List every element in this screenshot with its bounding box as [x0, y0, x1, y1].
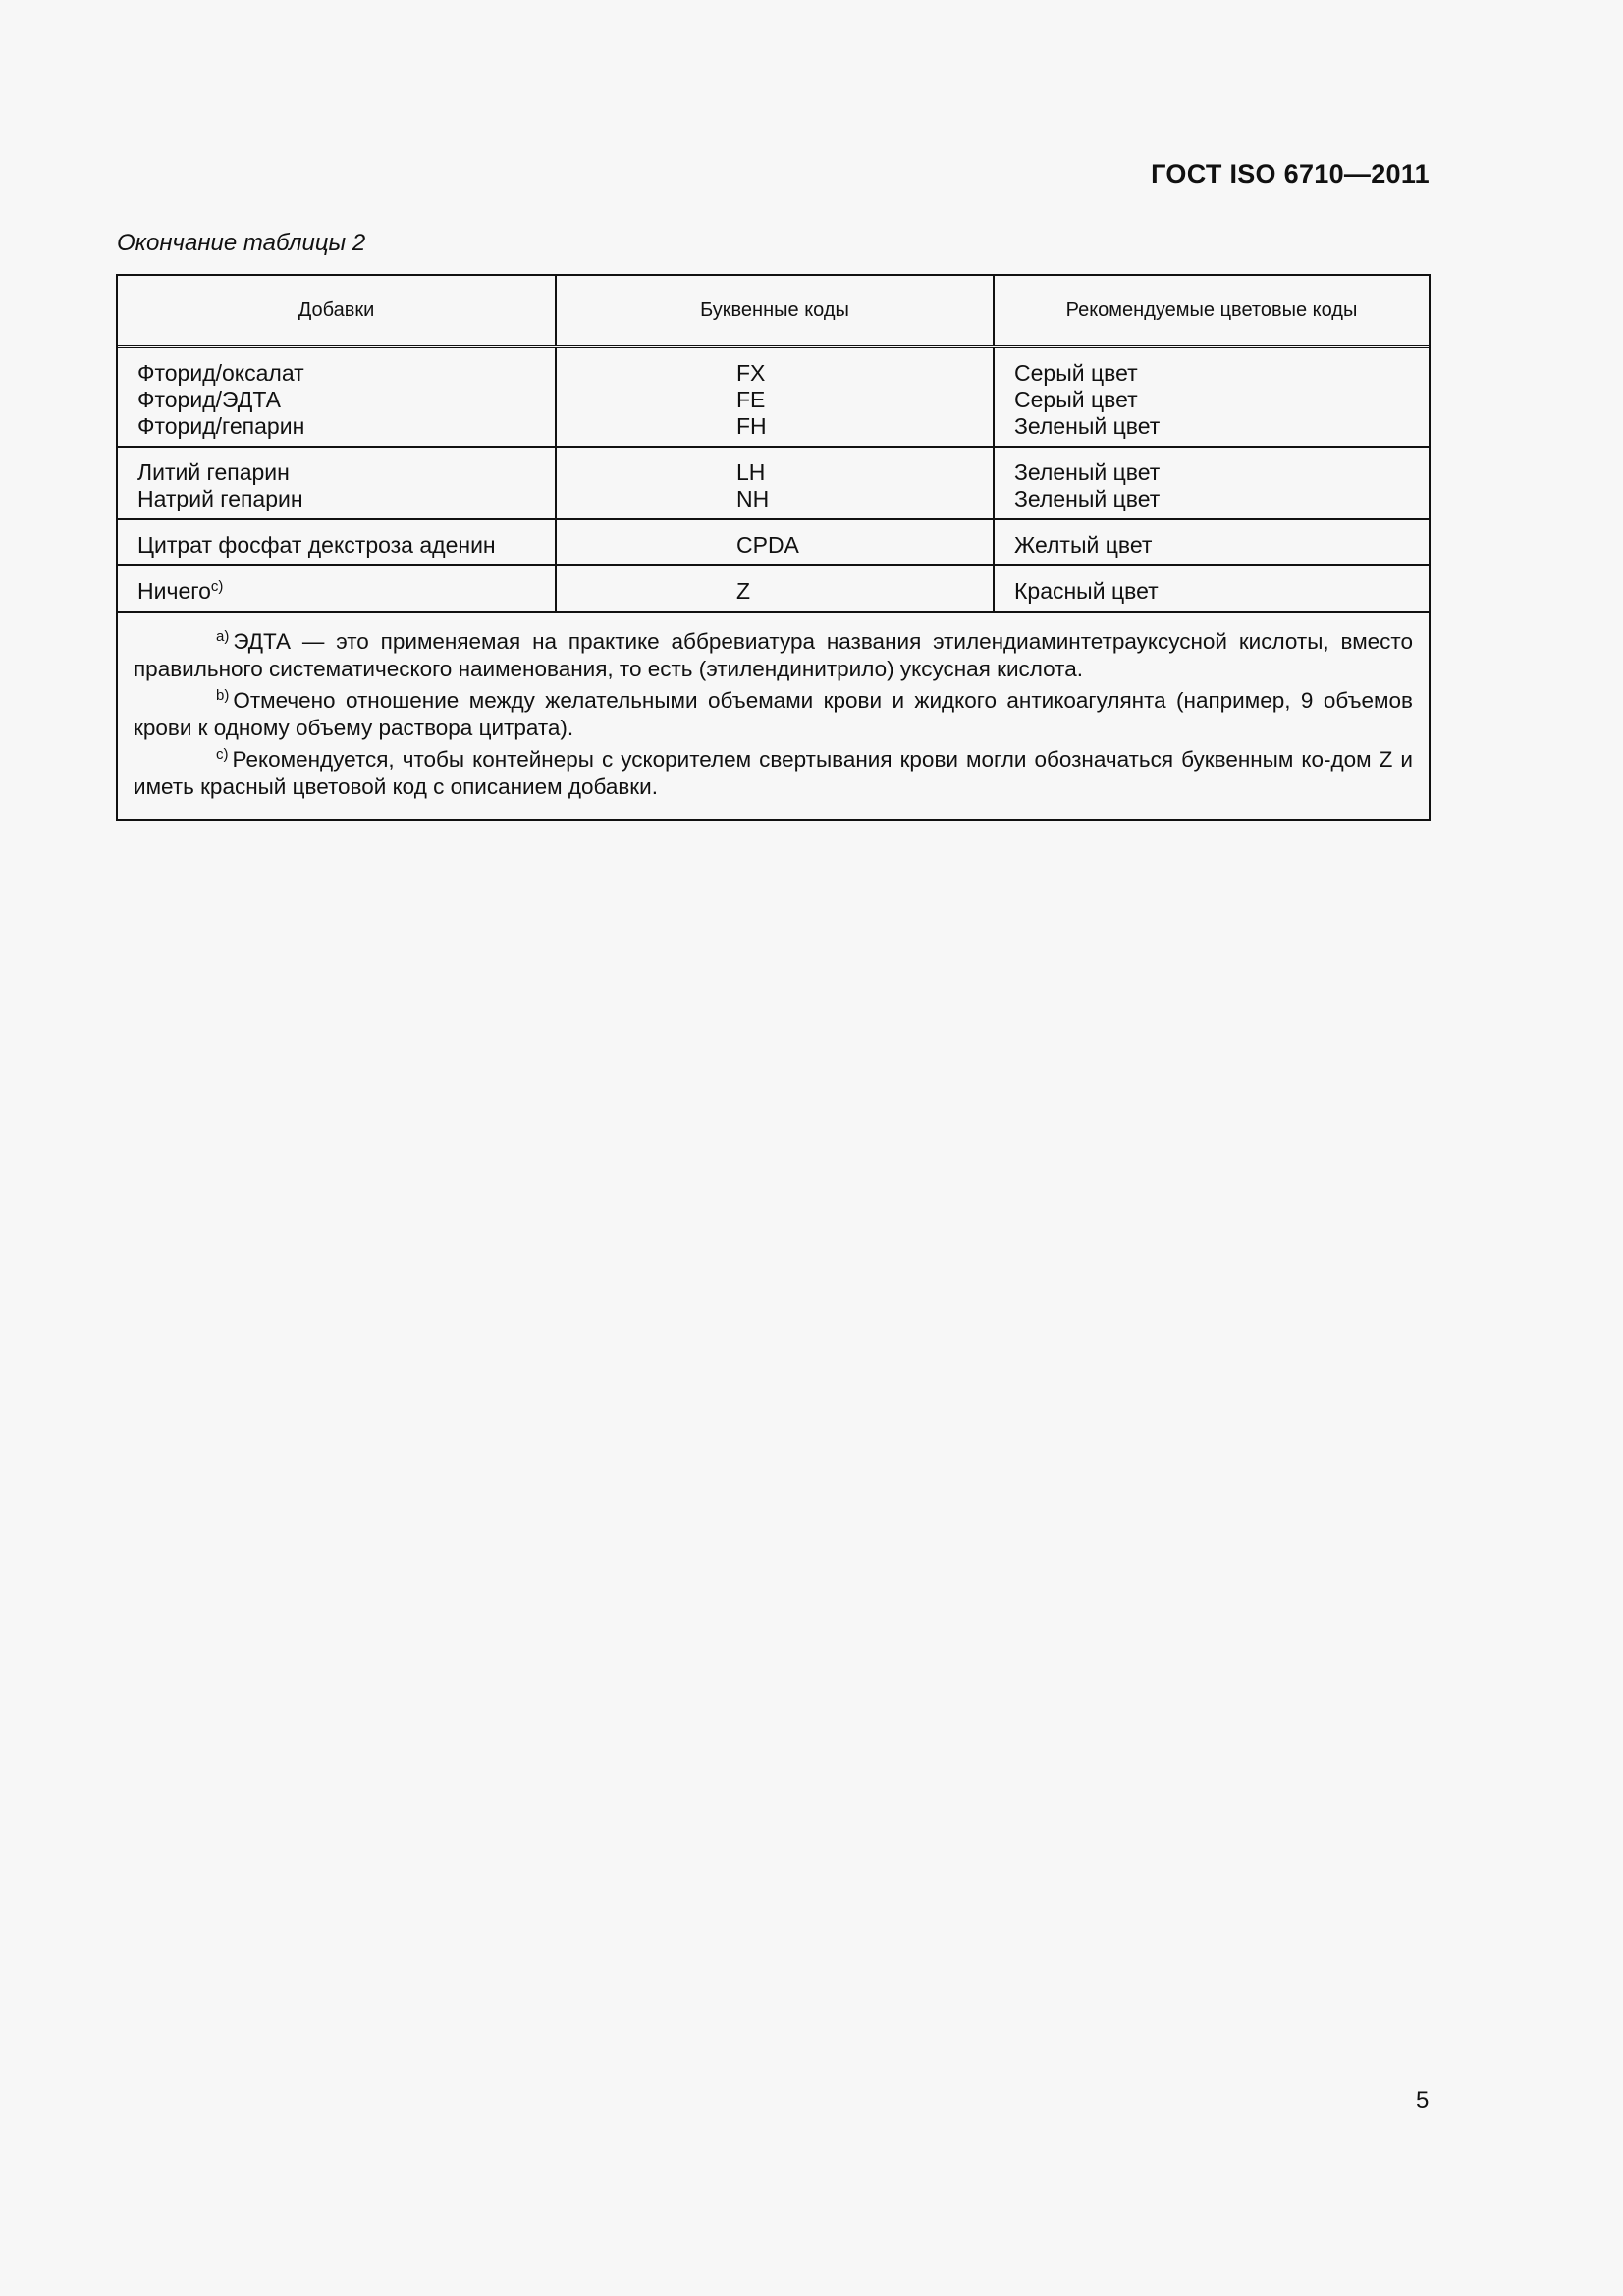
letter-code: FX [736, 360, 766, 386]
additive-name: Натрий гепарин [137, 486, 303, 511]
additive-name-text: Ничего [137, 578, 211, 604]
color-code: Серый цвет [1014, 360, 1138, 386]
additive-cell [118, 566, 557, 611]
table-row-none [118, 566, 1429, 613]
color-code: Зеленый цвет [1014, 459, 1161, 485]
letter-code: Z [736, 578, 751, 604]
letter-code: CPDA [736, 532, 799, 558]
additive-name: Литий гепарин [137, 459, 290, 485]
note-mark: a) [216, 628, 230, 645]
note-text: Рекомендуется, чтобы контейнеры с ускорителем свертывания крови могли обозначаться буквенным ко-дом Z и иметь красный цветовой код с описанием добавки. [134, 747, 1413, 799]
additive-name: Фторид/гепарин [137, 413, 305, 439]
letter-code: LH [736, 459, 766, 485]
table-note [134, 628, 1413, 683]
table-notes [118, 613, 1429, 819]
additive-name: Цитрат фосфат декстроза аденин [137, 532, 496, 558]
additives-table [116, 274, 1431, 821]
additive-name [137, 578, 535, 605]
letter-code: FH [736, 413, 767, 439]
color-cell [995, 566, 1429, 611]
color-cell [995, 348, 1429, 446]
additive-name: Фторид/оксалат [137, 360, 304, 386]
table-note [134, 746, 1413, 801]
code-cell [557, 566, 995, 611]
code-cell [557, 448, 995, 518]
column-header-additives: Добавки [118, 276, 557, 345]
note-text: Отмечено отношение между желательными объемами крови и жидкого антикоагулянта (например, 9 объемов крови к одному объему раствора цитрата). [134, 688, 1413, 740]
color-code: Красный цвет [1014, 578, 1159, 604]
color-code: Зеленый цвет [1014, 413, 1161, 439]
note-text: ЭДТА — это применяемая на практике аббревиатура названия этилендиаминтетрауксусной кислоты, вместо правильного систематического наименования, то есть (этилендинитрило) уксусная кислота. [134, 629, 1413, 681]
table-header-row [118, 276, 1429, 348]
color-code: Зеленый цвет [1014, 486, 1161, 511]
column-header-letter-codes: Буквенные коды [557, 276, 995, 345]
table-row-cpda [118, 520, 1429, 566]
color-cell [995, 448, 1429, 518]
table-row-heparin [118, 448, 1429, 520]
additive-cell [118, 348, 557, 446]
page-number: 5 [1416, 2087, 1430, 2113]
table-note [134, 687, 1413, 742]
additive-cell [118, 448, 557, 518]
color-code: Серый цвет [1014, 387, 1138, 412]
code-cell [557, 348, 995, 446]
additive-cell [118, 520, 557, 564]
letter-code: FE [736, 387, 766, 412]
color-code: Желтый цвет [1014, 532, 1153, 558]
document-header: ГОСТ ISO 6710—2011 [1151, 159, 1430, 188]
color-cell [995, 520, 1429, 564]
note-mark: c) [216, 746, 229, 763]
additive-name: Фторид/ЭДТА [137, 387, 281, 412]
table-row-fluoride [118, 348, 1429, 448]
letter-code: NH [736, 486, 770, 511]
code-cell [557, 520, 995, 564]
table-caption: Окончание таблицы 2 [117, 230, 366, 256]
note-mark: b) [216, 687, 230, 704]
column-header-color-codes: Рекомендуемые цветовые коды [1065, 298, 1358, 321]
footnote-mark: c) [210, 578, 224, 595]
